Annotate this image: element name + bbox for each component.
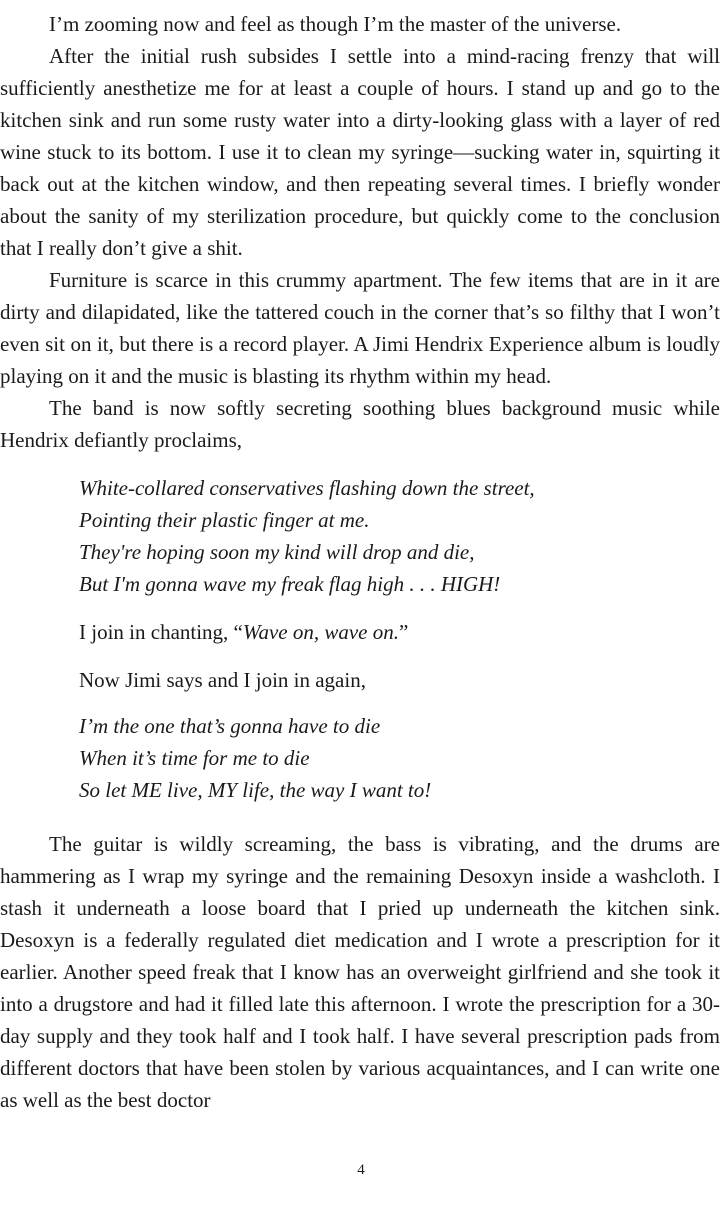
chant-suffix: ” bbox=[399, 620, 409, 644]
lyrics-block-first bbox=[0, 472, 722, 600]
lyric-line: Pointing their plastic finger at me. bbox=[79, 508, 370, 532]
chant-line bbox=[0, 616, 722, 648]
paragraph-guitar: The guitar is wildly screaming, the bass is vibrating, and the drums are hammering as I wrap my syringe and the remaining Desoxyn inside a washcloth. I stash it underneath a loose board that I pried up underneath the kitchen sink. Desoxyn is a federally regulated diet medication and I wrote a prescription for it earlier. Another speed freak that I know has an overweight girlfriend and she took it into a drugstore and had it filled late this afternoon. I wrote the prescription for a 30-day supply and they took half and I took half. I have several prescription pads from different doctors that have been stolen by various acquaintances, and I can write one as well as the best doctor bbox=[0, 832, 720, 1112]
paragraph-zooming: I’m zooming now and feel as though I’m the master of the universe. bbox=[49, 12, 622, 36]
lyric-line: White-collared conservatives flashing down the street, bbox=[79, 476, 535, 500]
paragraph-band: The band is now softly secreting soothing blues background music while Hendrix defiantly proclaims, bbox=[0, 396, 720, 452]
jimi-says-line: Now Jimi says and I join in again, bbox=[79, 668, 366, 692]
lyrics-block-second bbox=[0, 710, 722, 806]
page-number: 4 bbox=[357, 1162, 365, 1178]
lyric-line: So let ME live, MY life, the way I want to! bbox=[79, 778, 432, 802]
lyric-line: They're hoping soon my kind will drop and die, bbox=[79, 540, 475, 564]
lyric-line: I’m the one that’s gonna have to die bbox=[79, 714, 381, 738]
paragraph-furniture: Furniture is scarce in this crummy apartment. The few items that are in it are dirty and dilapidated, like the tattered couch in the corner that’s so filthy that I won’t even sit on it, but there is a record player. A Jimi Hendrix Experience album is loudly playing on it and the music is blasting its rhythm within my head. bbox=[0, 268, 720, 388]
lyric-line: But I'm gonna wave my freak flag high . . . HIGH! bbox=[79, 572, 501, 596]
chant-prefix: I join in chanting, “ bbox=[79, 620, 243, 644]
chant-italic: Wave on, wave on. bbox=[242, 620, 399, 644]
page-body bbox=[0, 8, 722, 1116]
paragraph-rush: After the initial rush subsides I settle into a mind-racing frenzy that will sufficiently anesthetize me for at least a couple of hours. I stand up and go to the kitchen sink and run some rusty water into a dirty-looking glass with a layer of red wine stuck to its bottom. I use it to clean my syringe—sucking water in, squirting it back out at the kitchen window, and then repeating several times. I briefly wonder about the sanity of my sterilization procedure, but quickly come to the conclusion that I really don’t give a shit. bbox=[0, 44, 720, 260]
lyric-line: When it’s time for me to die bbox=[79, 746, 310, 770]
